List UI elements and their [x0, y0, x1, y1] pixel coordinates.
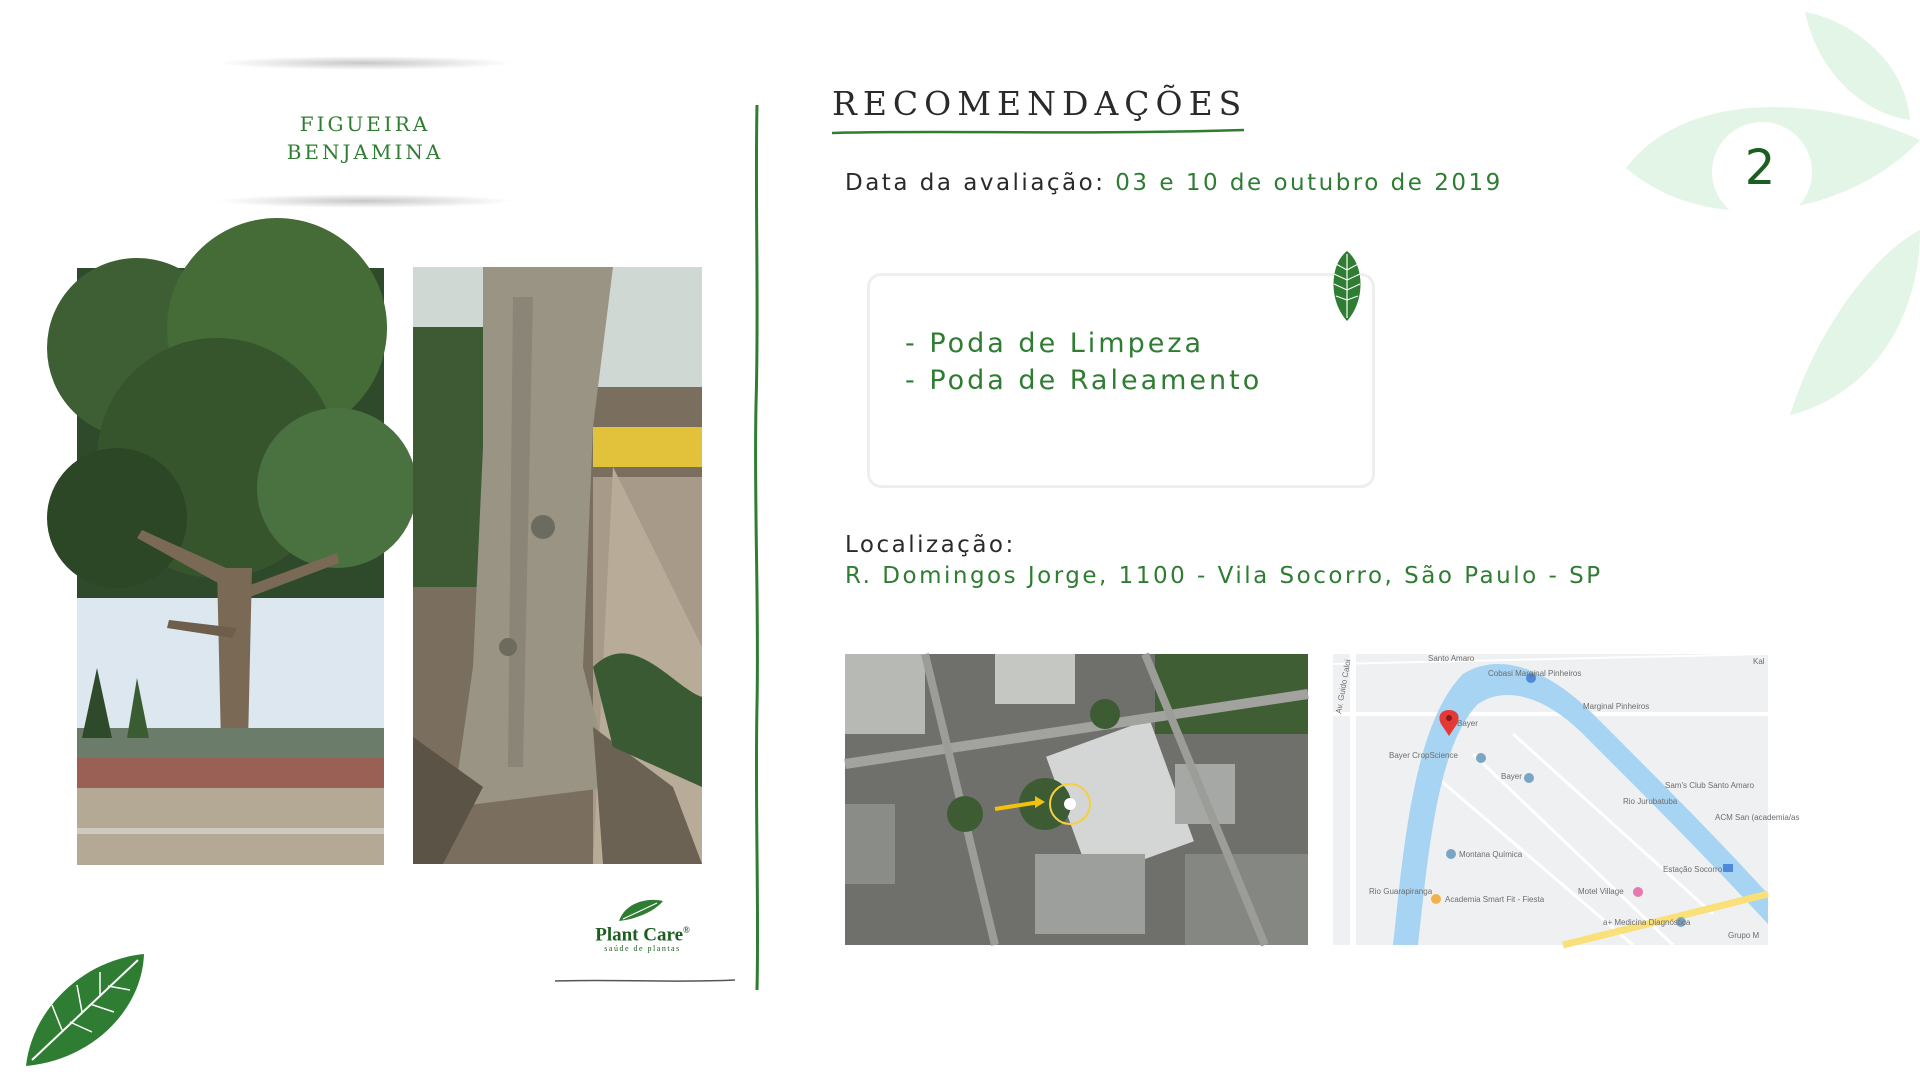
- location-address: R. Domingos Jorge, 1100 - Vila Socorro, São Paulo - SP: [845, 563, 1603, 589]
- section-heading: RECOMENDAÇÕES: [832, 84, 1248, 123]
- page-number: 2: [1744, 140, 1776, 196]
- vertical-divider: [752, 105, 762, 990]
- map-label: Bayer CropScience: [1389, 751, 1458, 760]
- map-label: Marginal Pinheiros: [1583, 702, 1650, 711]
- evaluation-date: [845, 170, 1503, 196]
- satellite-map[interactable]: [845, 654, 1308, 945]
- map-label: Kal: [1753, 657, 1765, 666]
- evaluation-date-label: Data da avaliação:: [845, 170, 1106, 196]
- species-title-line1: FIGUEIRA: [299, 112, 431, 136]
- map-label: Rio Jurubatuba: [1623, 797, 1678, 806]
- logo-tagline: saúde de plantas: [604, 944, 681, 954]
- map-label: Rio Guarapiranga: [1369, 887, 1433, 896]
- map-label: Bayer: [1457, 719, 1478, 728]
- logo-leaf-icon: [617, 897, 665, 923]
- map-label: Cobasi Marginal Pinheiros: [1488, 669, 1582, 678]
- evaluation-date-value: 03 e 10 de outubro de 2019: [1115, 170, 1503, 196]
- recommendations-box: [867, 273, 1375, 488]
- map-label: Estação Socorro: [1663, 865, 1723, 874]
- map-label: a+ Medicina Diagnóstica: [1603, 918, 1691, 927]
- heading-underline: [832, 128, 1244, 136]
- leaf-icon: [1328, 250, 1366, 322]
- tree-photo-trunk: [413, 267, 702, 864]
- map-label: Montana Química: [1459, 850, 1523, 859]
- street-map[interactable]: [1333, 654, 1800, 945]
- map-label: Av. Guido Caloi: [1334, 658, 1353, 715]
- leaf-decoration: [1620, 0, 1920, 420]
- plant-care-logo: [585, 895, 700, 955]
- map-label: Grupo M: [1728, 931, 1760, 940]
- species-title-card: [205, 62, 525, 202]
- logo-name: Plant Care®: [595, 924, 690, 946]
- map-label: Sam's Club Santo Amaro: [1665, 781, 1755, 790]
- map-label: Motel Village: [1578, 887, 1624, 896]
- logo-underline: [555, 978, 735, 984]
- map-label: Bayer: [1501, 772, 1522, 781]
- leaf-icon: [22, 950, 147, 1070]
- map-label: Santo Amaro: [1428, 654, 1475, 663]
- recommendation-item: - Poda de Raleamento: [905, 365, 1263, 396]
- recommendation-item: - Poda de Limpeza: [905, 328, 1205, 359]
- map-label: Academia Smart Fit - Fiesta: [1445, 895, 1545, 904]
- map-label: ACM San (academia/as: [1715, 813, 1800, 822]
- location-label: Localização:: [845, 532, 1016, 558]
- tree-photo-canopy: [77, 268, 384, 865]
- species-title-line2: BENJAMINA: [286, 140, 444, 164]
